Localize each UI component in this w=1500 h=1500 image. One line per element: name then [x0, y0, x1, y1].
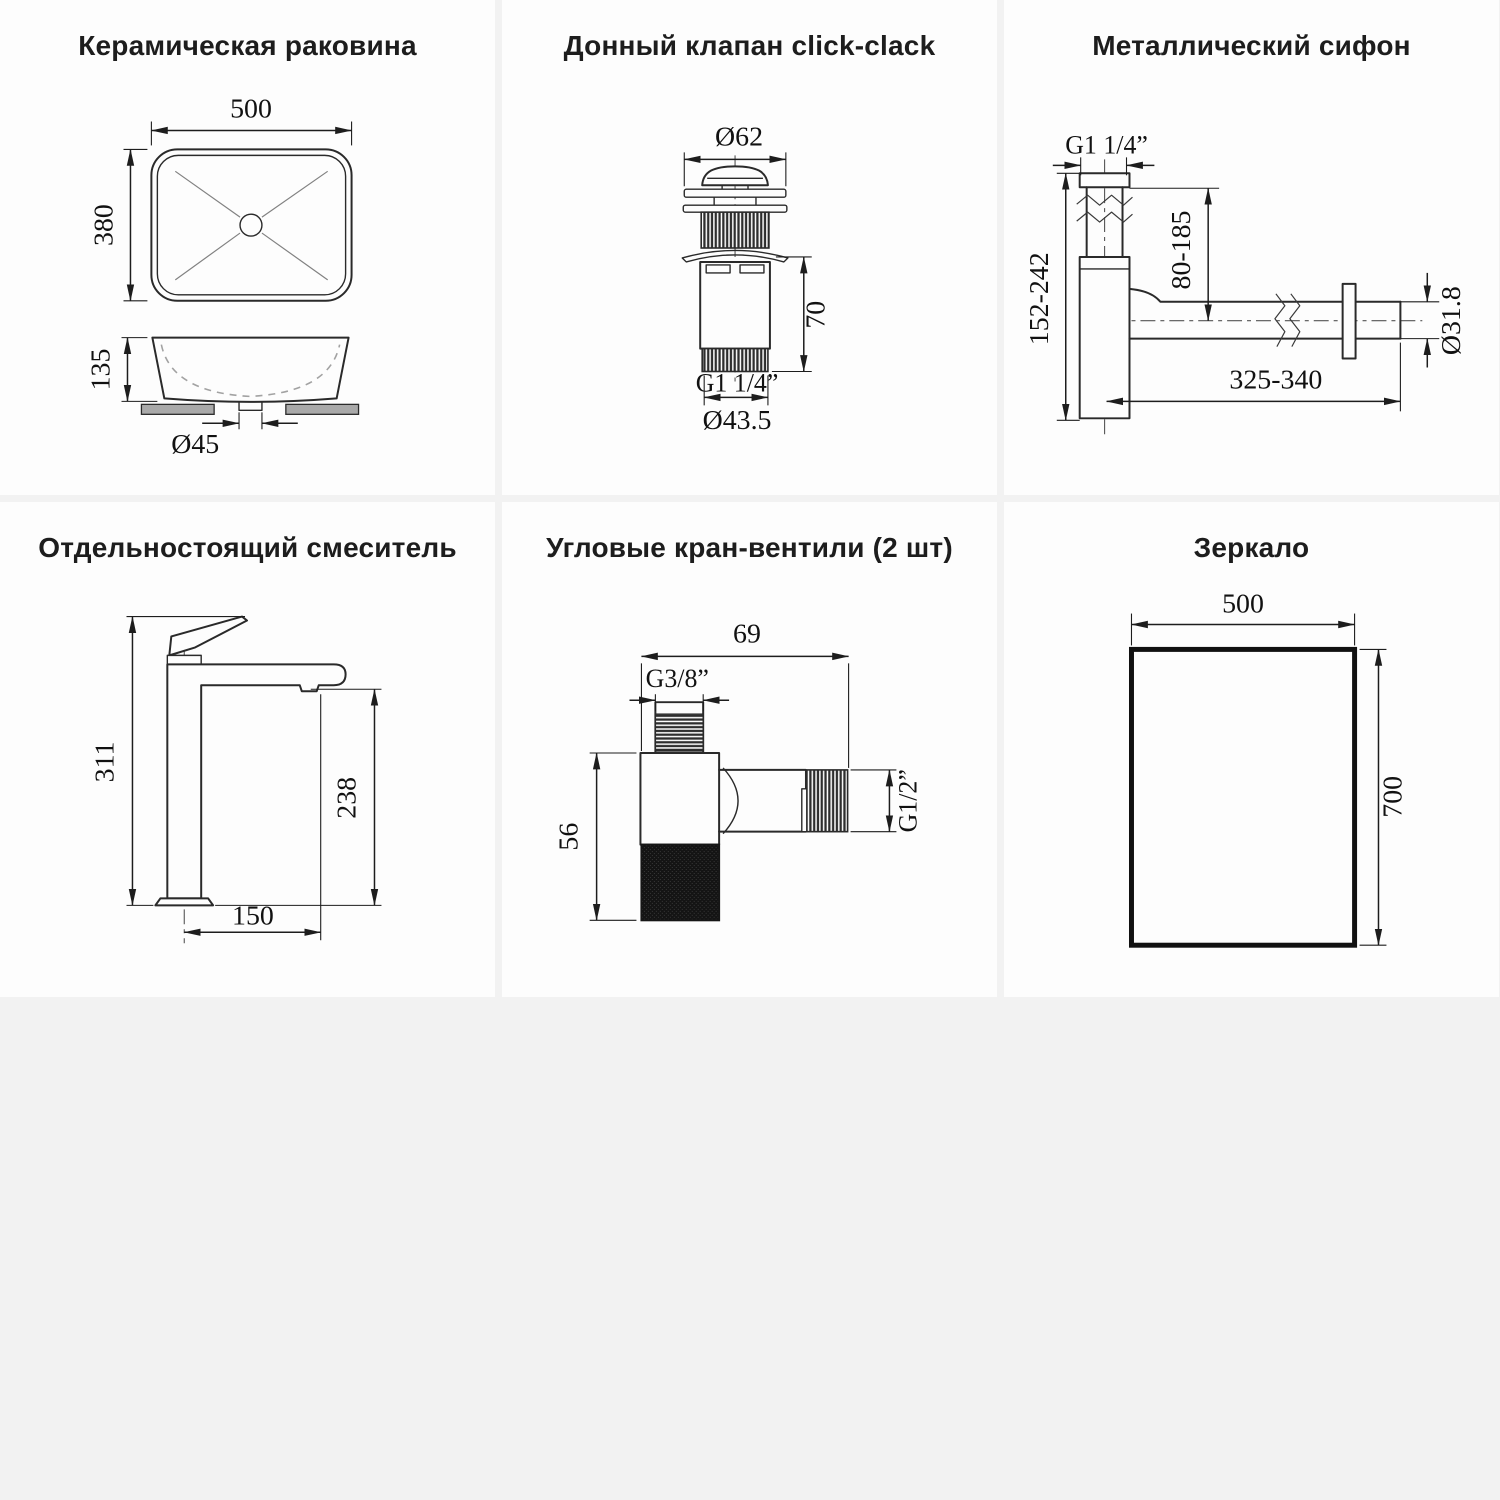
- mixer-spout-height-dimension: [215, 689, 381, 905]
- siphon-thread-dimension: [1053, 130, 1155, 175]
- angle-valve-width-label: 69: [733, 618, 761, 650]
- mixer-cartridge: [167, 655, 201, 664]
- panel-ceramic-sink: [0, 0, 495, 495]
- mirror-width-label: 500: [1222, 588, 1264, 620]
- angle-valve-body: [640, 753, 719, 845]
- sink-height-dimension: [86, 338, 158, 402]
- valve-top-flange: [684, 189, 786, 197]
- panel-title-ceramic-sink: Керамическая раковина: [78, 30, 417, 61]
- valve-cap: [702, 166, 768, 185]
- mirror-outline: [1131, 649, 1354, 945]
- sink-width-label: 500: [230, 93, 272, 125]
- angle-valve-inlet-thread: [655, 714, 703, 751]
- valve-thread-label: G1 1/4”: [695, 368, 779, 398]
- siphon-bottle-body: [1080, 257, 1130, 418]
- panel-mirror: [1004, 502, 1499, 997]
- valve-thread-diameter-label: Ø43.5: [702, 405, 772, 437]
- valve-tail-body: [700, 262, 770, 349]
- angle-valve-inlet-thread-label: G3/8”: [645, 664, 709, 694]
- mixer-spout-height-label: 238: [331, 776, 363, 819]
- panel-title-mixer: Отдельностоящий смеситель: [38, 532, 457, 563]
- angle-valve-outlet-lip: [802, 789, 807, 832]
- angle-valve-body-drawing: [640, 702, 847, 920]
- sink-drain-dimension: [171, 412, 298, 460]
- sink-depth-label: 380: [88, 204, 120, 246]
- siphon-wall-flange: [1343, 284, 1356, 359]
- sink-side-view: [141, 338, 358, 415]
- siphon-height-label: 152-242: [1023, 252, 1055, 346]
- angle-valve-knurled-handle: [641, 845, 719, 921]
- mixer-drawing: [0, 502, 495, 997]
- sink-drain-label: Ø45: [171, 429, 220, 461]
- clickclack-valve-drawing: [502, 0, 997, 495]
- mixer-lever: [169, 617, 247, 656]
- panel-metal-siphon: [1004, 0, 1499, 495]
- angle-valve-height-dimension: [554, 753, 637, 920]
- panel-title-clickclack: Донный клапан click-clack: [563, 30, 936, 61]
- mixer-column-and-spout: [167, 664, 345, 898]
- valve-thread-upper: [701, 212, 769, 248]
- valve-cap-diameter-label: Ø62: [715, 121, 764, 153]
- mixer-reach-label: 150: [232, 900, 274, 932]
- angle-valve-drawing: [502, 502, 997, 997]
- valve-height-label: 70: [800, 300, 832, 329]
- mixer-base: [155, 898, 213, 905]
- mirror-width-dimension: [1131, 589, 1354, 646]
- sink-base-plate-left: [141, 404, 214, 414]
- panel-title-siphon: Металлический сифон: [1092, 30, 1411, 61]
- panel-title-angle-valve: Угловые кран-вентили (2 шт): [546, 532, 953, 563]
- mixer-body-drawing: [155, 617, 345, 944]
- panel-mixer: [0, 502, 495, 997]
- mirror-height-dimension: [1360, 649, 1409, 945]
- panel-clickclack-valve: [502, 0, 997, 495]
- siphon-drawing: [1004, 0, 1499, 495]
- sink-drain-stub: [239, 402, 262, 410]
- mirror-height-label: 700: [1377, 775, 1409, 818]
- mixer-total-height-label: 311: [89, 741, 121, 783]
- panel-angle-valve: [502, 502, 997, 997]
- sink-top-view: [151, 149, 351, 300]
- sink-depth-dimension: [89, 149, 148, 300]
- siphon-length-label: 325-340: [1229, 364, 1323, 396]
- sink-height-label: 135: [85, 348, 117, 391]
- angle-valve-bell-joint: [723, 768, 738, 834]
- siphon-top-flange: [1080, 173, 1130, 187]
- sink-base-plate-right: [286, 404, 359, 414]
- siphon-inlet-label: 80-185: [1166, 210, 1198, 290]
- siphon-pipe-top: [1129, 289, 1400, 302]
- siphon-thread-label: G1 1/4”: [1065, 130, 1148, 160]
- ceramic-sink-drawing: [0, 0, 495, 495]
- siphon-pipe-diameter-label: Ø31.8: [1436, 286, 1468, 356]
- angle-valve-height-label: 56: [553, 822, 585, 851]
- valve-body-drawing: [682, 155, 788, 383]
- valve-washer: [683, 205, 787, 212]
- angle-valve-outlet-thread-label: G1/2”: [893, 769, 923, 833]
- valve-height-dimension: [772, 257, 832, 372]
- angle-valve-outlet-thread: [806, 770, 848, 832]
- angle-valve-outlet-thread-dimension: [851, 769, 923, 832]
- siphon-body-drawing: [1077, 159, 1423, 438]
- valve-thread-dimension: [696, 368, 779, 436]
- siphon-height-dimension: [1024, 173, 1080, 420]
- panel-title-mirror: Зеркало: [1193, 532, 1310, 563]
- mirror-drawing: [1004, 502, 1499, 997]
- sink-width-dimension: [151, 94, 351, 146]
